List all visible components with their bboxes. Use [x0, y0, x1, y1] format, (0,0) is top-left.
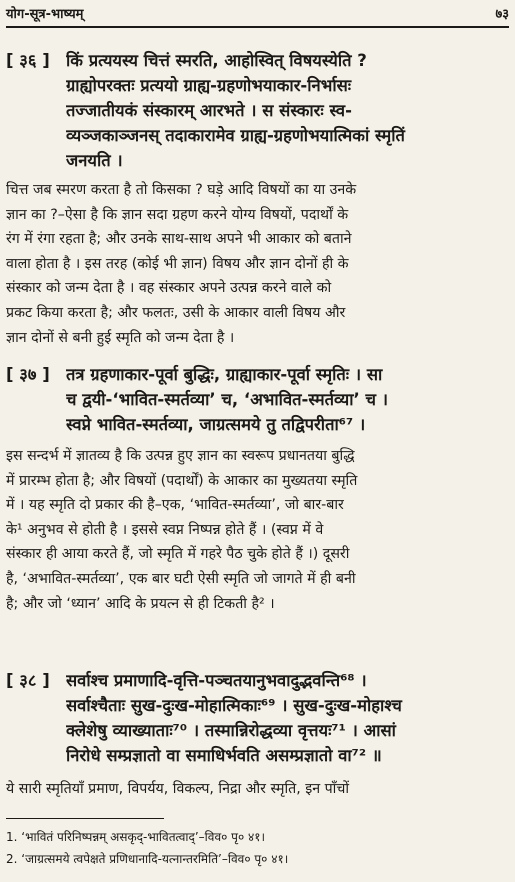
commentary-paragraph-2 [6, 444, 507, 616]
commentary-paragraph-3 [6, 777, 507, 802]
sutra-number: [ ३६ ] [6, 51, 50, 70]
footnotes [6, 826, 507, 870]
sutra-number: [ ३८ ] [6, 671, 50, 690]
header-rule [6, 26, 509, 28]
text-line: संस्कार ही आया करते हैं, जो स्मृति में गहरे पैठ चुके होते हैं ।) दूसरी [6, 546, 350, 563]
running-title: योग-सूत्र-भाष्यम् [6, 7, 84, 22]
sutra-line: किं प्रत्ययस्य चित्तं स्मरति, आहोस्वित् विषयस्येति ? [66, 51, 367, 70]
text-line: प्रकट किया करता है; और फलतः, उसी के आकार वाली विषय और [6, 304, 346, 321]
text-line: इस सन्दर्भ में ज्ञातव्य है कि उत्पन्न हुए ज्ञान का स्वरूप प्रधानतया बुद्धि [6, 448, 355, 464]
commentary-paragraph-1 [6, 178, 507, 350]
sutra-37 [6, 362, 507, 437]
sutra-line: व्यञ्जकाञ्जनस् तदाकारामेव ग्राह्य-ग्रहणोभयात्मिकां स्मृतिं [66, 126, 405, 145]
text-line: में । यह स्मृति दो प्रकार की है–एक, ‘भावित-स्मर्तव्या’, जो बार-बार [6, 497, 344, 514]
sutra-line: तत्र ग्रहणाकार-पूर्वा बुद्धिः, ग्राह्याकार-पूर्वा स्मृतिः । सा [66, 365, 383, 384]
text-line: में प्रारम्भ होता है; और विषयों (पदार्थों) के आकार का मुख्यतया स्मृति [6, 472, 358, 489]
footnote: 2. ‘जाग्रत्समये त्वपेक्षते प्रणिधानादि-यत्नान्तरमिति’–विव० पृ० ४१। [6, 852, 289, 866]
sutra-line: च द्वयी-‘भावित-स्मर्तव्या’ च, ‘अभावित-स्मर्तव्या’ च । [66, 390, 389, 409]
text-line: ज्ञान दोनों से बनी हुई स्मृति को जन्म देता है । [6, 329, 235, 346]
text-line: चित्त जब स्मरण करता है तो किसका ? घड़े आदि विषयों का या उनके [6, 182, 357, 198]
sutra-number: [ ३७ ] [6, 365, 50, 384]
sutra-line: क्लेशेषु व्याख्याताः⁷⁰ । तस्मान्निरोद्धव्या वृत्तयः⁷¹ । आसां [66, 721, 396, 740]
sutra-line: निरोधे सम्प्रज्ञातो वा समाधिर्भवति असम्प्रज्ञातो वा⁷² ॥ [66, 746, 382, 765]
text-line: है, ‘अभावित-स्मर्तव्या’, एक बार घटी ऐसी स्मृति जो जागते में ही बनी [6, 570, 356, 587]
page-header [6, 2, 509, 24]
sutra-36 [6, 48, 507, 173]
text-line: वाला होता है । इस तरह (कोई भी ज्ञान) विषय और ज्ञान दोनों ही के [6, 255, 349, 272]
page-number: ७३ [495, 7, 509, 22]
text-line: रंग में रंगा रहता है; और उनके साथ-साथ अपने भी आकार को बताने [6, 231, 352, 248]
text-line: संस्कार को जन्म देता है । वह संस्कार अपने उत्पन्न करने वाले को [6, 280, 332, 297]
sutra-38 [6, 668, 507, 768]
footnote: 1. ‘भावितं परिनिष्पन्नम् असकृद्-भावितत्वाद्’–विव० पृ० ४१। [6, 830, 266, 844]
text-line: के¹ अनुभव से होती है । इससे स्वप्न निष्पन्न होते हैं । (स्वप्न में वे [6, 521, 324, 538]
text-line: है; और जो ‘ध्यान’ आदि के प्रयत्न से ही टिकती है² । [6, 595, 275, 612]
sutra-line: सर्वाश्चैताः सुख-दुःख-मोहात्मिकाः⁶⁹ । सुख-दुःख-मोहाश्च [66, 696, 402, 715]
sutra-line: स्वप्ने भावित-स्मर्तव्या, जाग्रत्समये तु तद्विपरीता⁶⁷ । [66, 415, 366, 434]
sutra-line: जनयति । [66, 151, 123, 170]
sutra-line: सर्वाश्च प्रमाणादि-वृत्ति-पञ्चतयानुभवादुद्भवन्ति⁶⁸ । [66, 671, 367, 690]
sutra-line: तज्जातीयकं संस्कारम् आरभते । स संस्कारः स्व- [66, 101, 352, 120]
sutra-line: ग्राह्योपरक्तः प्रत्ययो ग्राह्य-ग्रहणोभयाकार-निर्भासः [66, 76, 352, 95]
text-line: ज्ञान का ?–ऐसा है कि ज्ञान सदा ग्रहण करने योग्य विषयों, पदार्थों के [6, 206, 349, 223]
footnote-rule [6, 818, 164, 819]
text-line: ये सारी स्मृतियाँ प्रमाण, विपर्यय, विकल्प, निद्रा और स्मृति, इन पाँचों [6, 781, 350, 797]
